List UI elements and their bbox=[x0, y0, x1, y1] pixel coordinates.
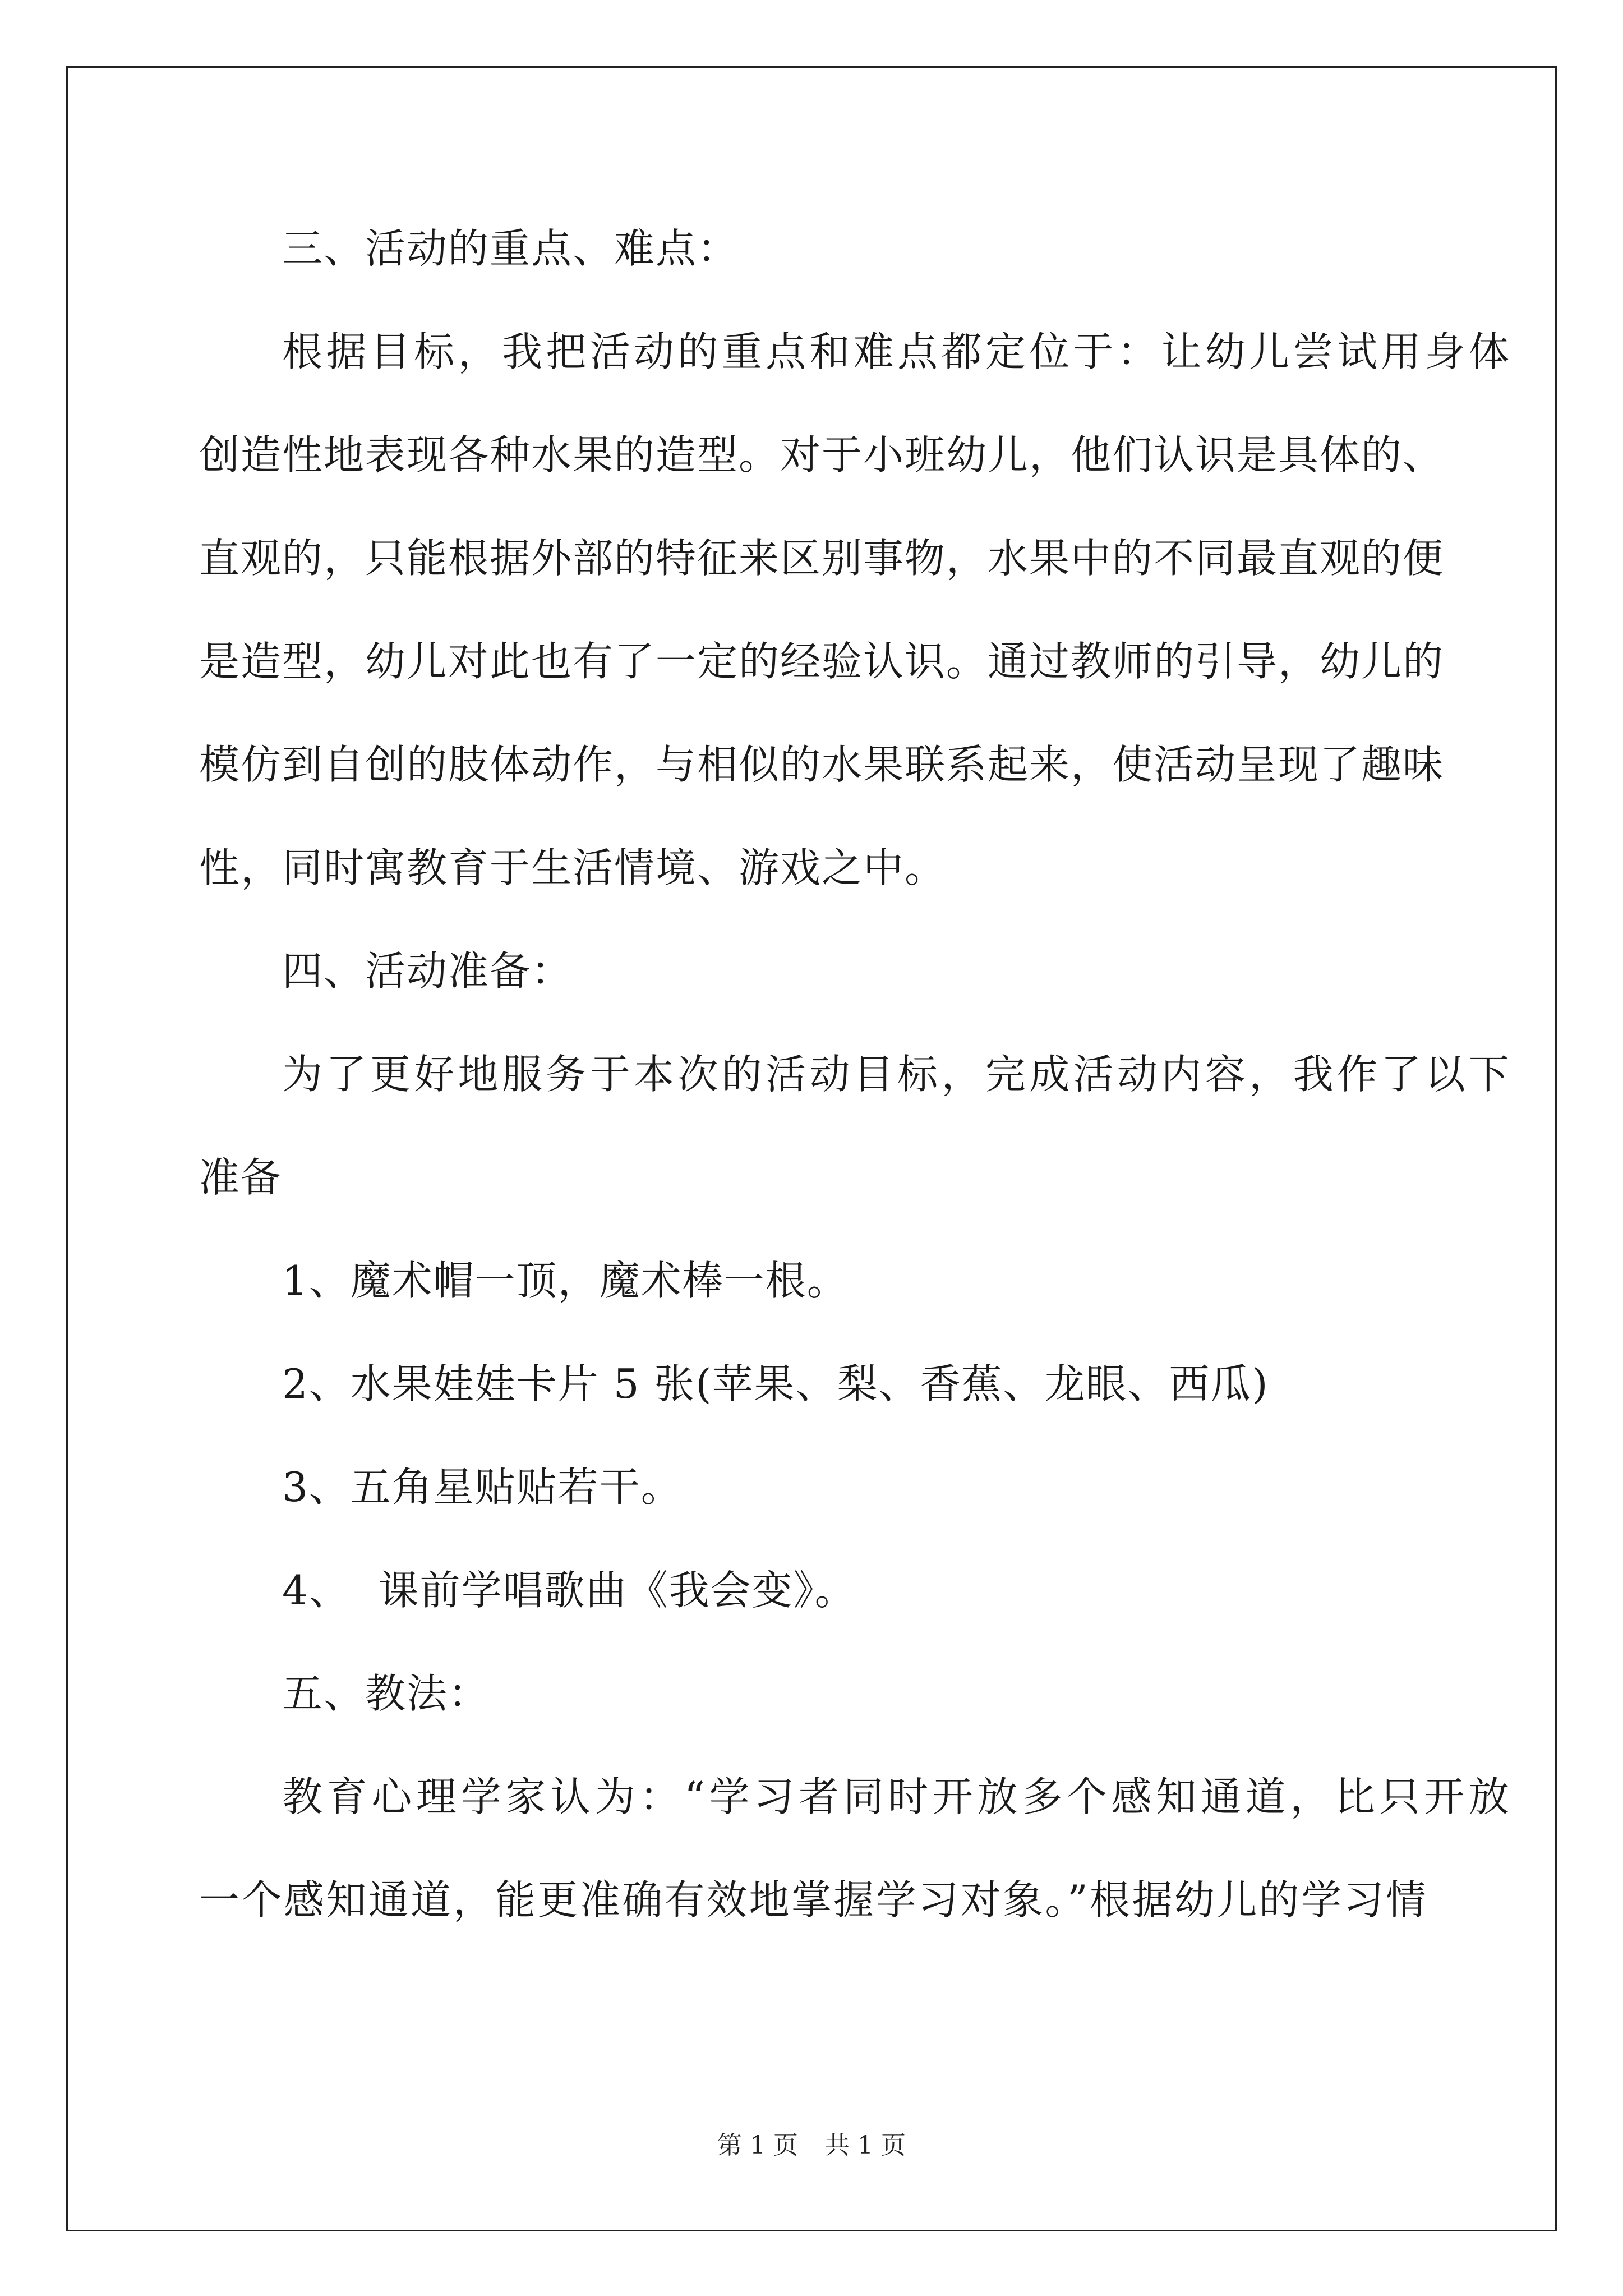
paragraph-line: 创造性地表现各种水果的造型。对于小班幼儿，他们认识是具体的、 bbox=[199, 431, 1445, 478]
list-item: 4、 课前学唱歌曲《我会变》。 bbox=[282, 1567, 856, 1614]
paragraph-line: 模仿到自创的肢体动作，与相似的水果联系起来，使活动呈现了趣味 bbox=[199, 741, 1445, 788]
paragraph-line: 为了更好地服务于本次的活动目标，完成活动内容，我作了以下 bbox=[282, 1051, 1510, 1098]
list-item: 2、水果娃娃卡片 5 张(苹果、梨、香蕉、龙眼、西瓜) bbox=[282, 1360, 1269, 1407]
page-number-total: 共 1 页 bbox=[825, 2131, 906, 2160]
paragraph-line: 根据目标，我把活动的重点和难点都定位于：让幼儿尝试用身体 bbox=[282, 328, 1510, 375]
section-heading-teaching-method: 五、教法： bbox=[282, 1670, 490, 1717]
list-item: 1、魔术帽一顶，魔术棒一根。 bbox=[282, 1257, 849, 1304]
list-item: 3、五角星贴贴若干。 bbox=[282, 1464, 683, 1511]
paragraph-line: 准备 bbox=[199, 1154, 283, 1201]
paragraph-line: 性，同时寓教育于生活情境、游戏之中。 bbox=[199, 844, 947, 891]
paragraph-line: 是造型，幼儿对此也有了一定的经验认识。通过教师的引导，幼儿的 bbox=[199, 638, 1445, 685]
page-footer bbox=[0, 2129, 1623, 2162]
paragraph-line: 直观的，只能根据外部的特征来区别事物，水果中的不同最直观的便 bbox=[199, 535, 1445, 582]
section-heading-key-points: 三、活动的重点、难点： bbox=[282, 225, 739, 272]
paragraph-line: 教育心理学家认为：“学习者同时开放多个感知通道，比只开放 bbox=[282, 1773, 1510, 1820]
paragraph-line: 一个感知通道，能更准确有效地掌握学习对象。”根据幼儿的学习情 bbox=[199, 1876, 1427, 1924]
section-heading-preparation: 四、活动准备： bbox=[282, 947, 573, 995]
page-number-current: 第 1 页 bbox=[717, 2131, 798, 2160]
